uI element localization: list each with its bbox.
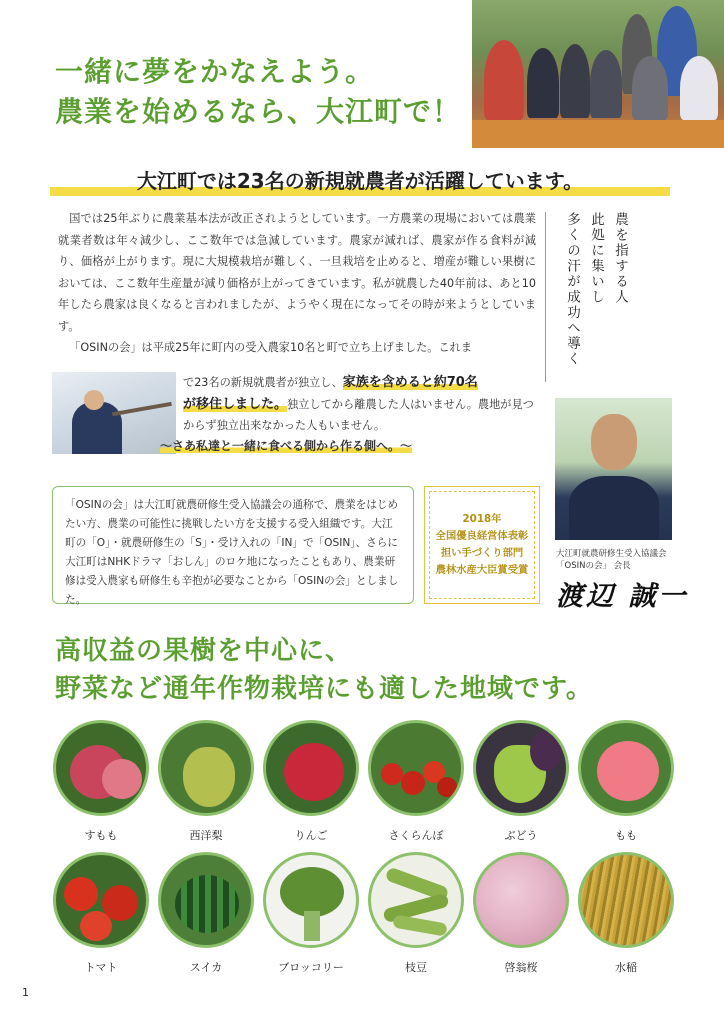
broccoli-icon bbox=[263, 852, 359, 948]
highlight-migrated: が移住しました。 bbox=[183, 396, 288, 412]
crop-plum bbox=[51, 720, 151, 843]
page-number: 1 bbox=[22, 986, 29, 999]
crop-label: 啓翁桜 bbox=[504, 961, 538, 974]
crop-cherry bbox=[366, 720, 466, 843]
crop-label: 水稲 bbox=[615, 961, 637, 974]
crops-headline-line-2: 野菜など通年作物栽培にも適した地域です。 bbox=[55, 674, 593, 704]
crop-watermelon bbox=[156, 852, 256, 975]
award-category: 担い手づくり部門 bbox=[440, 547, 524, 559]
crop-keio-zakura bbox=[471, 852, 571, 975]
chairman-org: 大江町就農研修生受入協議会 bbox=[556, 549, 667, 559]
plum-icon bbox=[53, 720, 149, 816]
intro-paragraph: 国では25年ぶりに農業基本法が改正されようとしています。一方農業の現場においては農業就業者数は年々減少し、ここ数年では急減しています。農家が減れば、農家が作る食料が減り、価格が上がります。現に大規模栽培が難しく、一旦栽培を止めると、増産が難しい果樹においては、ここ数年生産量が減り価格が上がってきています。私が就農した40年前は、あと10年したら農家は良くなると言われましたが、ようやく現在になってその時が来ようとしています。 bbox=[58, 212, 536, 333]
poem-text: 農を指する人 此処に集いし 多くの汗が成功へ導く bbox=[564, 212, 628, 367]
crop-edamame bbox=[366, 852, 466, 975]
crop-label: スイカ bbox=[189, 961, 223, 974]
farmers-group-photo bbox=[472, 0, 724, 148]
pear-icon bbox=[158, 720, 254, 816]
award-inner-border bbox=[429, 491, 535, 599]
crops-headline-line-1: 高収益の果樹を中心に、 bbox=[55, 636, 353, 666]
crop-pear bbox=[156, 720, 256, 843]
crop-label: 西洋梨 bbox=[189, 829, 223, 842]
osin-description-box bbox=[52, 486, 414, 604]
headline-line-1: 一緒に夢をかなえよう。 bbox=[55, 55, 375, 88]
crop-tomato bbox=[51, 852, 151, 975]
paragraph-2 bbox=[183, 372, 535, 437]
grape-icon bbox=[473, 720, 569, 816]
peach-icon bbox=[578, 720, 674, 816]
paragraph2-part-b: 独立してから離農した人はいません。農地が見つからず独立出来なかった人もいません。 bbox=[183, 397, 534, 432]
slogan bbox=[160, 437, 412, 455]
chairman-title: 「OSINの会」 会長 bbox=[556, 561, 631, 571]
edamame-icon bbox=[368, 852, 464, 948]
crop-label: トマト bbox=[84, 961, 118, 974]
highlight-70: 家族を含めると約70名 bbox=[342, 375, 478, 390]
crop-label: もも bbox=[615, 829, 637, 842]
tomato-icon bbox=[53, 852, 149, 948]
chairman-photo bbox=[555, 398, 672, 540]
intro-text bbox=[58, 208, 536, 359]
apple-icon bbox=[263, 720, 359, 816]
paragraph2-part-a: で23名の新規就農者が独立し、 bbox=[183, 376, 343, 389]
award-prize: 農林水産大臣賞受賞 bbox=[435, 564, 529, 576]
chairman-signature: 渡辺 誠一 bbox=[556, 581, 689, 612]
crop-label: りんご bbox=[294, 829, 328, 842]
watermelon-icon bbox=[158, 852, 254, 948]
crop-apple bbox=[261, 720, 361, 843]
rice-icon bbox=[578, 852, 674, 948]
subheadline bbox=[50, 165, 670, 201]
vertical-poem bbox=[560, 212, 632, 382]
subheadline-text: 大江町では23名の新規就農者が活躍しています。 bbox=[136, 169, 584, 193]
crop-label: すもも bbox=[84, 829, 118, 842]
crop-label: 枝豆 bbox=[405, 961, 427, 974]
main-headline bbox=[55, 52, 461, 132]
award-year: 2018年 bbox=[462, 513, 502, 525]
winter-orchard-photo bbox=[52, 372, 176, 454]
crop-grape bbox=[471, 720, 571, 843]
crop-rice bbox=[576, 852, 676, 975]
crop-peach bbox=[576, 720, 676, 843]
vertical-poem-box bbox=[545, 212, 674, 382]
headline-line-2: 農業を始めるなら、大江町で！ bbox=[55, 95, 462, 128]
chairman-caption bbox=[556, 548, 667, 572]
crop-broccoli bbox=[261, 852, 361, 975]
award-name: 全国優良経営体表彰 bbox=[435, 530, 529, 542]
award-box bbox=[424, 486, 540, 604]
paragraph2-first-line: 「OSINの会」は平成25年に町内の受入農家10名と町で立ち上げました。これま bbox=[69, 341, 473, 354]
crop-label: さくらんぼ bbox=[388, 829, 444, 842]
osin-description: 「OSINの会」は大江町就農研修生受入協議会の通称で、農業をはじめたい方、農業の可能性に挑戦したい方を支援する受入組織です。大江町の「O」・就農研修生の「S」・受け入れの「IN」で「OSIN」、さらに大江町はNHKドラマ「おしん」のロケ地になったこともあり、農業研修は受入農家も研修生も辛抱が必要なことから「OSINの会」としました。 bbox=[65, 499, 399, 606]
crop-label: ブロッコリー bbox=[278, 961, 344, 974]
crop-label: ぶどう bbox=[504, 829, 538, 842]
cherry-blossom-icon bbox=[473, 852, 569, 948]
slogan-text: ～さあ私達と一緒に食べる側から作る側へ。～ bbox=[160, 439, 413, 453]
cherry-icon bbox=[368, 720, 464, 816]
crops-headline bbox=[55, 632, 593, 708]
